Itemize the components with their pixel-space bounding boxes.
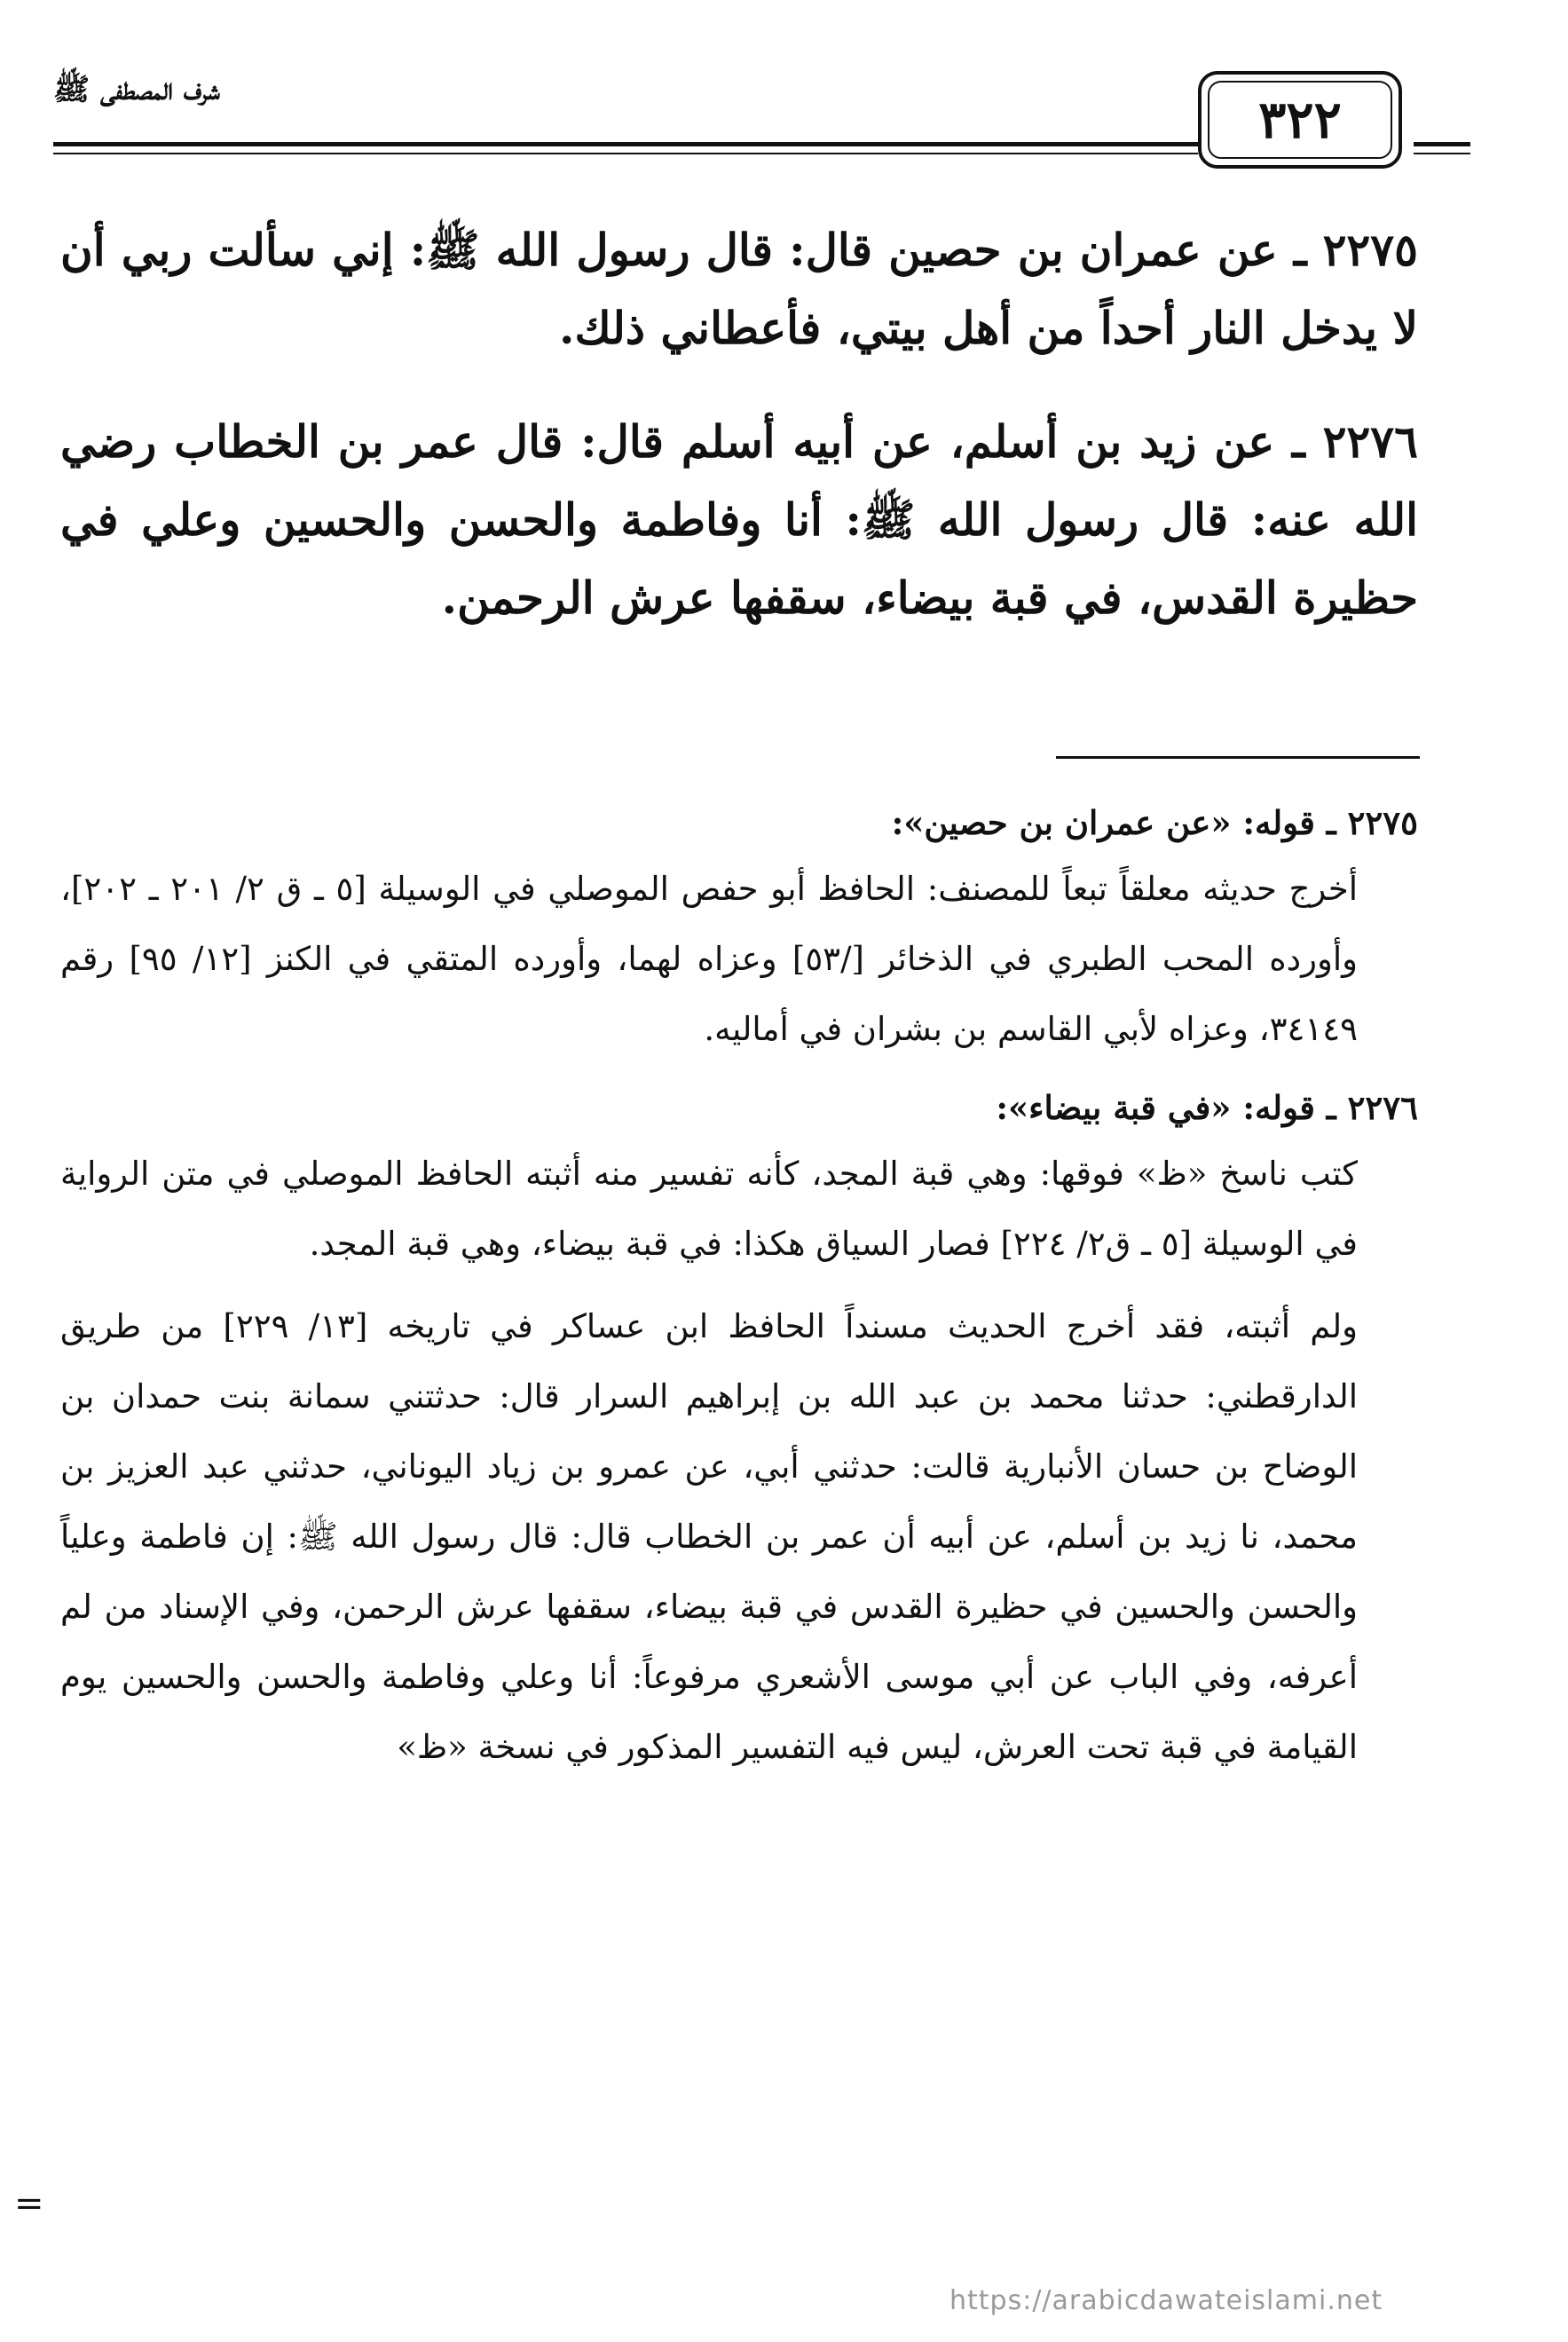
header-rule-right <box>1414 142 1470 146</box>
footnote-2276-paragraph-2: ولم أثبته، فقد أخرج الحديث مسنداً الحافظ ابن عساكر في تاريخه [١٣/ ٢٢٩] من طريق الدارقطني: حدثنا محمد بن عبد الله بن إبراهيم السرار قال: حدثتني سمانة بنت حمدان بن الوضاح بن حسان الأنبارية قالت: حدثني أبي، عن عمرو بن زياد اليوناني، حدثني عبد العزيز بن محمد، نا زيد بن أسلم، عن أبيه أن عمر بن الخطاب قال: قال رسول الله ﷺ: إن فاطمة وعلياً والحسن والحسين في حظيرة القدس في قبة بيضاء، سقفها عرش الرحمن، وفي الإسناد من لم أعرفه، وفي الباب عن أبي موسى الأشعري مرفوعاً: أنا وعلي وفاطمة والحسن والحسين يوم القيامة في قبة تحت العرش، ليس فيه التفسير المذكور في نسخة «ظ» <box>60 1307 1358 1766</box>
header-rule <box>53 142 1198 146</box>
continuation-mark: = <box>14 2183 44 2224</box>
footnote-2275-paragraph: أخرج حديثه معلقاً تبعاً للمصنف: الحافظ أبو حفص الموصلي في الوسيلة [٥ ـ ق ٢/ ٢٠١ ـ ٢٠٢]، وأورده المحب الطبري في الذخائر [/٥٣] وعزاه لهما، وأورده المتقي في الكنز [١٢/ ٩٥] رقم ٣٤١٤٩، وعزاه لأبي القاسم بن بشران في أماليه. <box>60 870 1358 1048</box>
book-title: شرف المصطفى ﷺ <box>53 72 220 107</box>
footnote-separator <box>1056 756 1420 759</box>
footnotes <box>60 792 1418 1794</box>
page-number-frame <box>1198 71 1402 169</box>
page-number: ٣٢٢ <box>1208 81 1392 159</box>
footnote-2276-paragraph-1: كتب ناسخ «ظ» فوقها: وهي قبة المجد، كأنه تفسير منه أثبته الحافظ الموصلي في متن الرواية في الوسيلة [٥ ـ ق٢/ ٢٢٤] فصار السياق هكذا: في قبة بيضاء، وهي قبة المجد. <box>60 1155 1358 1263</box>
header-rule-right-thin <box>1414 153 1470 154</box>
hadith-2275: ٢٢٧٥ ـ عن عمران بن حصين قال: قال رسول الله ﷺ: إني سألت ربي أن لا يدخل النار أحداً من أهل بيتي، فأعطاني ذلك. <box>60 224 1418 354</box>
footnote-2276-heading: ٢٢٧٦ ـ قوله: «في قبة بيضاء»: <box>996 1088 1418 1127</box>
header-rule-thin <box>53 153 1198 154</box>
main-text <box>60 211 1418 673</box>
footnote-2275-heading: ٢٢٧٥ ـ قوله: «عن عمران بن حصين»: <box>891 803 1418 842</box>
watermark-url: https://arabicdawateislami.net <box>949 2285 1383 2316</box>
page-header <box>53 55 1420 162</box>
hadith-2276: ٢٢٧٦ ـ عن زيد بن أسلم، عن أبيه أسلم قال: قال عمر بن الخطاب رضي الله عنه: قال رسول الله ﷺ: أنا وفاطمة والحسن والحسين وعلي في حظيرة القدس، في قبة بيضاء، سقفها عرش الرحمن. <box>60 415 1418 624</box>
